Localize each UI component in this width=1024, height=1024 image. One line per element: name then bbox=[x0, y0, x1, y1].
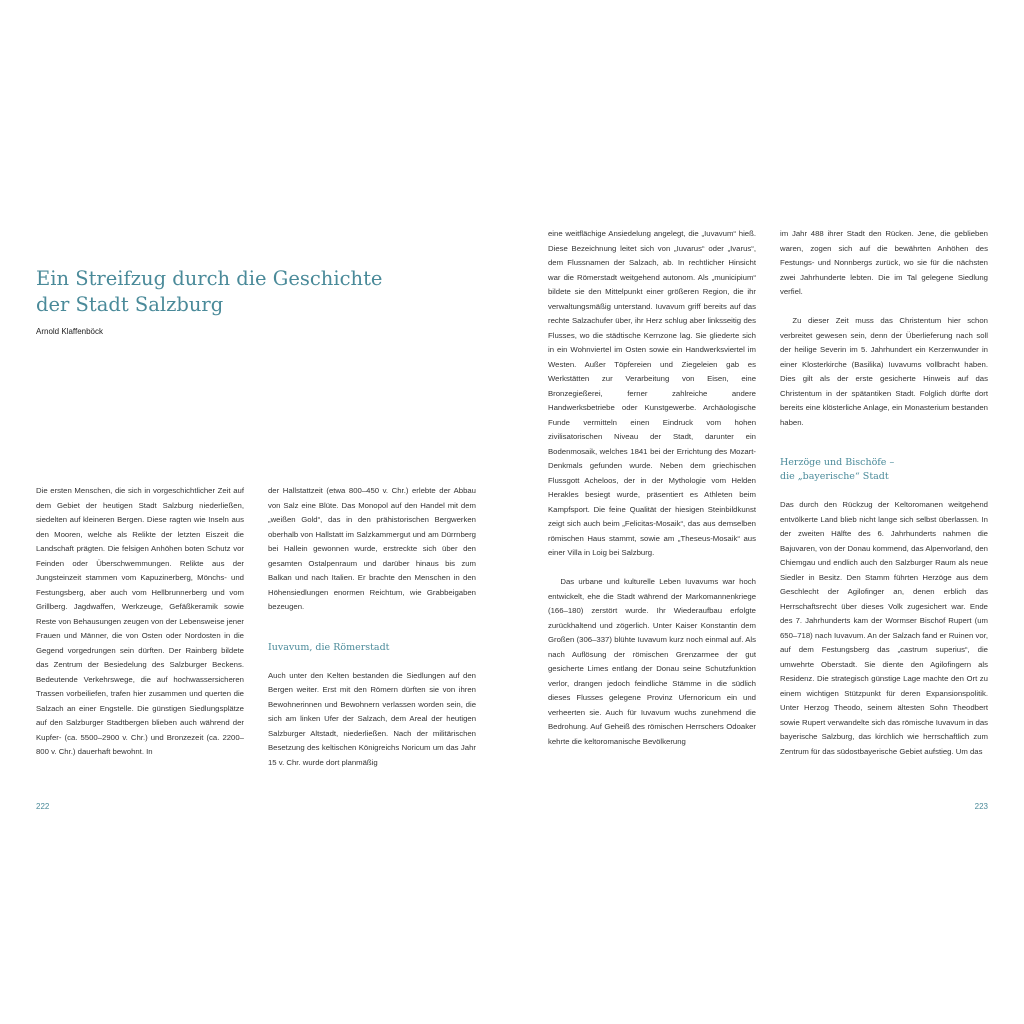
body-paragraph: Die ersten Menschen, die sich in vorgeschichtlicher Zeit auf dem Gebiet der heutigen Stadt Salzburg niederließen, siedelten auf kleineren Bergen. Diese ragten wie Inseln aus den Mooren, welche als Relikte der letzten Eiszeit die Landschaft prägten. Die felsigen Anhöhen boten Schutz vor Feinden oder Überschwemmungen. Relikte aus der Jungsteinzeit stammen vom Kapuzinerberg, Mönchs- und Festungsberg, aber auch vom Hellbrunnerberg und vom Grillberg. Jagdwaffen, Werkzeuge, Gefäßkeramik sowie Reste von Behausungen zeugen von der Lebensweise jener Frauen und Männer, die von Osten oder Nordosten in die Gegend vorgedrungen sein dürften. Der Rainberg bildete das Zentrum der Besiedelung des Salzburger Beckens. Bedeutende Verkehrswege, die auf hochwassersicheren Trassen vorbeiliefen, trafen hier zusammen und querten die Salzach an einer Engstelle. Die günstigen Siedlungsplätze auf den Salzburger Stadtbergen blieben auch während der Kupfer- (ca. 5500–2900 v. Chr.) und Bronzezeit (ca. 2200–800 v. Chr.) dauerhaft bewohnt. In bbox=[36, 486, 244, 756]
page-number-right: 223 bbox=[974, 802, 988, 811]
right-page bbox=[512, 0, 1024, 1024]
body-paragraph: Das durch den Rückzug der Keltoromanen weitgehend entvölkerte Land blieb nicht lange sich selbst überlassen. In der zweiten Hälfte des 6. Jahrhunderts nahmen die Bajuvaren, von der Donau kommend, das Alpenvorland, den Chiemgau und endlich auch den Salzburger Raum als neue Siedler in Besitz. Den Stamm führten Herzöge aus dem Geschlecht der Agilofinger an, denen erblich das Herrschaftsrecht über dieses Volk zugesichert war. Ende des 7. Jahrhunderts kam der Wormser Bischof Rupert (um 650–718) nach Iuvavum. An der Salzach fand er Ruinen vor, auf dem Festungsberg das „castrum superius“, die umwehrte Oberstadt. Sie diente den Agilofingern als Residenz. Die strategisch günstige Lage machte den Ort zu einem wichtigen Stützpunkt für deren Expansionspolitik. Unter Herzog Theodo, seinem ältesten Sohn Theodbert sowie Rupert verwandelte sich das römische Iuvavum in das bayerische Salzburg, das kirchlich wie herrschaftlich zum Zentrum für das südostbayerische Gebiet aufstieg. Um das bbox=[780, 500, 988, 756]
section-heading-herzoege: Herzöge und Bischöfe – die „bayerische“ Stadt bbox=[780, 457, 895, 482]
body-paragraph: im Jahr 488 ihrer Stadt den Rücken. Jene, die geblieben waren, zogen sich auf die bewährten Anhöhen des Festungs- und Nonnbergs zurück, wo sie für die nächsten zwei Jahrhunderte lebten. Die im Tal gelegene Siedlung verfiel. bbox=[780, 229, 988, 296]
chapter-title-line-2: der Stadt Salzburg bbox=[36, 293, 224, 316]
body-paragraph: der Hallstattzeit (etwa 800–450 v. Chr.) erlebte der Abbau von Salz eine Blüte. Das Monopol auf den Handel mit dem „weißen Gold“, das in den prähistorischen Bergwerken oberhalb von Hallstatt im Salzkammergut und am Dürrnberg bei Hallein gewonnen wurde, erstreckte sich über den gesamten Ostalpenraum und darüber hinaus bis zum Balkan und nach Italien. Er brachte den Menschen in den Höhensiedlungen enormen Reichtum, wie Grabbeigaben bezeugen. bbox=[268, 486, 476, 611]
body-paragraph: Das urbane und kulturelle Leben Iuvavums war hoch entwickelt, ehe die Stadt während der Markomannenkriege (166–180) zerstört wurde. Ihr Wiederaufbau erfolgte zurückhaltend und zögerlich. Unter Kaiser Konstantin dem Großen (306–337) blühte Iuvavum kurz noch einmal auf. Als nach Auflösung der römischen Grenzarmee der gut gesicherte Limes entlang der Donau seine Schutzfunktion verlor, drangen jedoch feindliche Stämme in die südlich dieses Flusses gelegene Provinz Ufernoricum ein und verheerten sie. Auch für Iuvavum wuchs zunehmend die Bedrohung. Auf Geheiß des römischen Herrschers Odoaker kehrte die keltoromanische Bevölkerung bbox=[548, 577, 756, 746]
body-paragraph: Auch unter den Kelten bestanden die Siedlungen auf den Bergen weiter. Erst mit den Römern dürften sie von ihren Bewohnerinnen und Bewohnern verlassen worden sein, die sich am linken Ufer der Salzach, dem Areal der heutigen Salzburger Altstadt, niederließen. Nach der militärischen Besetzung des keltischen Königreichs Noricum um das Jahr 15 v. Chr. wurde dort planmäßig bbox=[268, 670, 476, 767]
chapter-title bbox=[36, 266, 476, 318]
author-name: Arnold Klaffenböck bbox=[36, 327, 104, 336]
left-page-column-2 bbox=[268, 484, 476, 770]
body-paragraph: eine weitflächige Ansiedelung angelegt, die „Iuvavum“ hieß. Diese Bezeichnung leitet sich von „Iuvarus“ oder „Ivarus“, dem Flussnamen der Salzach, ab. In rechtlicher Hinsicht war die Römerstadt weitgehend autonom. Als „municipium“ bildete sie den Mittelpunkt einer größeren Region, die ihr verwaltungsmäßig unterstand. Iuvavum griff bereits auf das rechte Salzachufer über, ihr Herz schlug aber linksseitig des Flusses, wo die städtische Kernzone lag. Sie gliederte sich in ein Wohnviertel im Osten sowie ein Handwerksviertel im Westen. Außer Töpfereien und Ziegeleien gab es Werkstätten zur Verarbeitung von Eisen, eine Bronzegießerei, ferner zahlreiche andere Handwerksbetriebe oder Kunstgewerbe. Archäologische Funde vermitteln einen Eindruck vom hohen zivilisatorischen Niveau der Stadt, darunter ein Bodenmosaik, welches 1841 bei der Errichtung des Mozart-Denkmals gefunden wurde. Neben dem griechischen Flussgott Acheloos, der in der Mythologie vom Helden Herakles besiegt wurde, präsentiert es Athleten beim Kampfsport. Die feine Qualität der hiesigen Steinbildkunst zeigt sich auch beim „Felicitas-Mosaik“, das aus demselben römischen Haus stammt, sowie am „Theseus-Mosaik“ aus einer Villa in Loig bei Salzburg. bbox=[548, 229, 756, 557]
left-page-column-1 bbox=[36, 484, 244, 760]
body-paragraph: Zu dieser Zeit muss das Christentum hier schon verbreitet gewesen sein, denn der Überlieferung nach soll der heilige Severin im 5. Jahrhundert ein Kerzenwunder in einer Klosterkirche (Basilika) Iuvavums vollbracht haben. Dies gilt als der erste gesicherte Hinweis auf das Christentum in der spätantiken Stadt. Folglich dürfte dort bereits eine klösterliche Anlage, ein Monasterium bestanden haben. bbox=[780, 316, 988, 427]
page-number-left: 222 bbox=[36, 802, 50, 811]
right-page-column-2 bbox=[780, 227, 988, 759]
chapter-title-line-1: Ein Streifzug durch die Geschichte bbox=[36, 267, 383, 290]
section-heading-iuvavum: Iuvavum, die Römerstadt bbox=[268, 641, 390, 653]
right-page-column-1 bbox=[548, 227, 756, 749]
